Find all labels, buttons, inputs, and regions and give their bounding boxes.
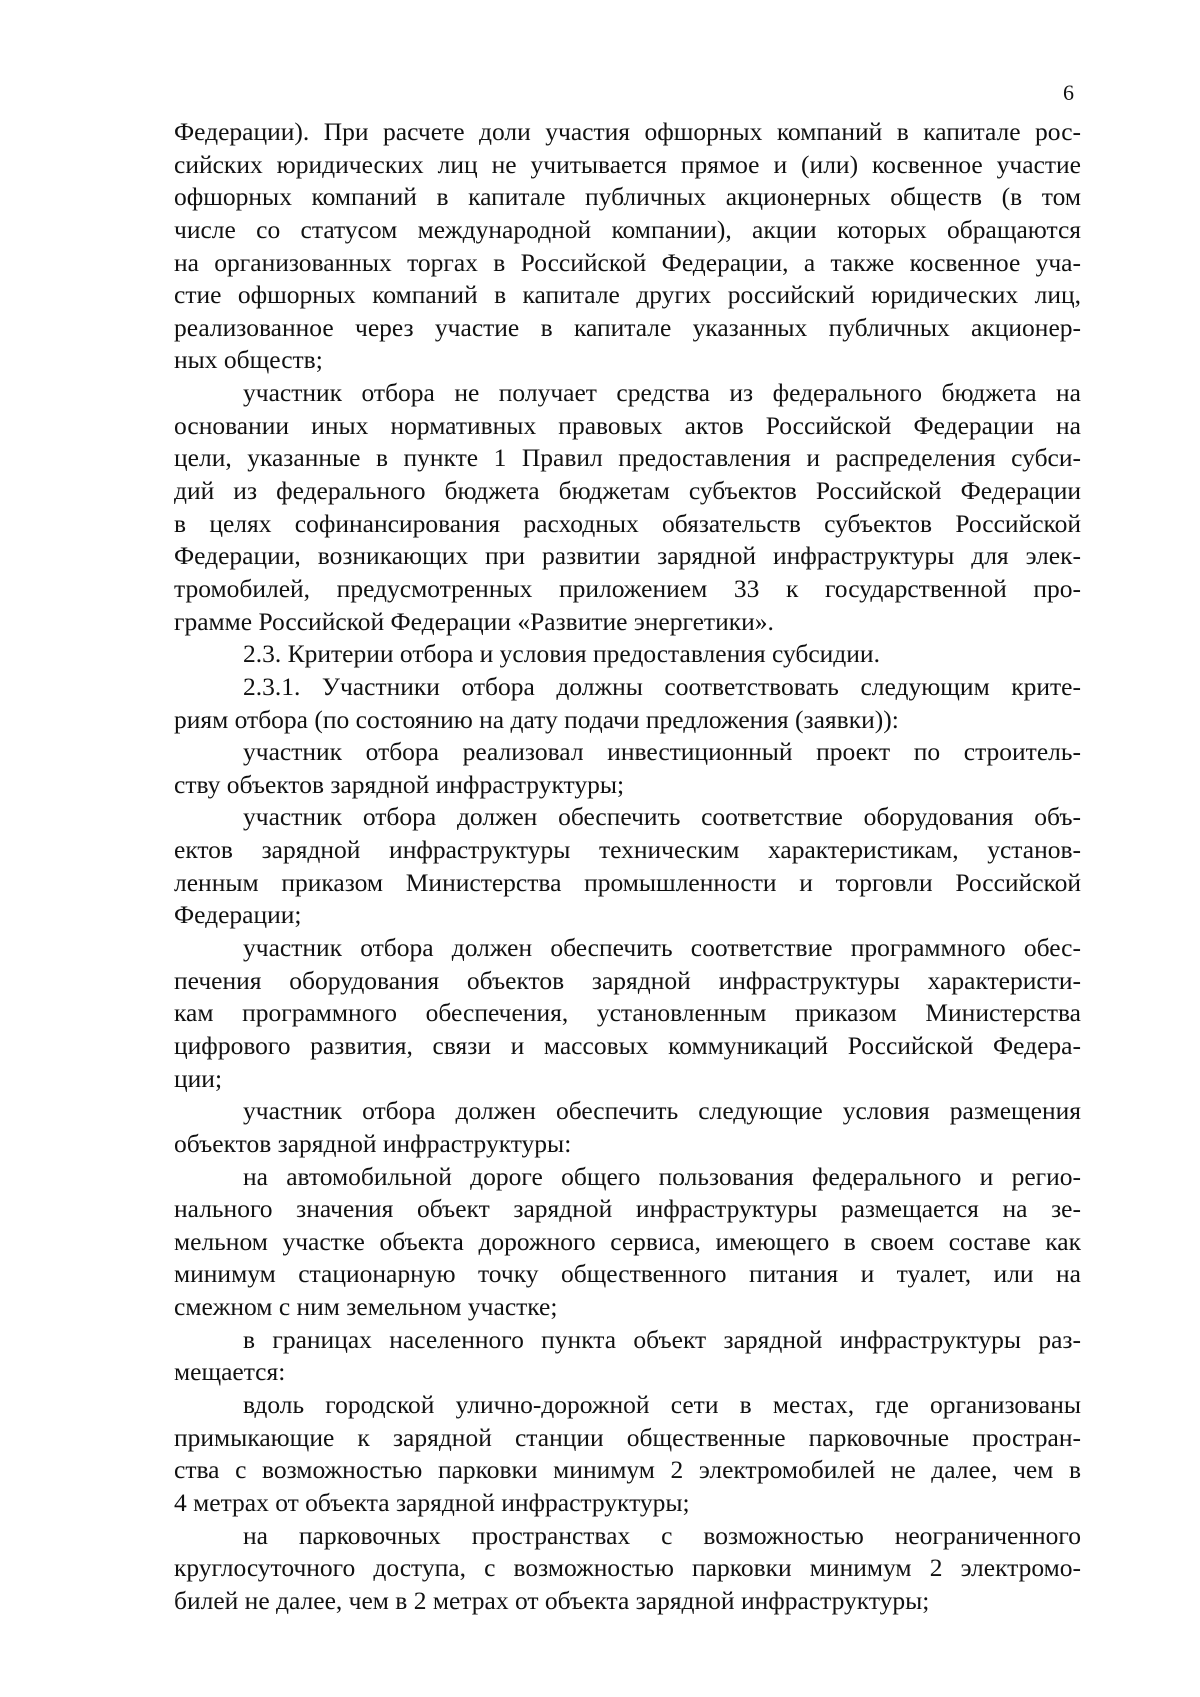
text-line: числе со статусом международной компании), акции которых обращаются: [174, 214, 1081, 244]
text-line: Федерации). При расчете доли участия офшорных компаний в капитале рос-: [174, 117, 1081, 146]
text-line: цели, указанные в пункте 1 Правил предоставления и распределения субси-: [174, 443, 1081, 473]
text-line: офшорных компаний в капитале публичных акционерных обществ (в том: [174, 182, 1081, 212]
text-line: билей не далее, чем в 2 метрах от объекта зарядной инфраструктуры;: [174, 1585, 930, 1615]
text-line: мельном участке объекта дорожного сервиса, имеющего в своем составе как: [174, 1226, 1081, 1256]
text-line: риям отбора (по состоянию на дату подачи предложения (заявки)):: [174, 704, 899, 734]
text-line: ленным приказом Министерства промышленности и торговли Российской: [174, 867, 1081, 897]
text-line: основании иных нормативных правовых актов Российской Федерации на: [174, 410, 1081, 440]
page-number: 6: [1063, 80, 1074, 105]
text-line: участник отбора должен обеспечить соответствие программного обес-: [243, 933, 1081, 963]
text-line: дий из федерального бюджета бюджетам субъектов Российской Федерации: [174, 476, 1081, 506]
text-line: участник отбора должен обеспечить следующие условия размещения: [243, 1096, 1081, 1126]
text-line: минимум стационарную точку общественного питания и туалет, или на: [174, 1259, 1081, 1289]
text-line: объектов зарядной инфраструктуры:: [174, 1128, 572, 1158]
text-line: участник отбора должен обеспечить соответствие оборудования объ-: [243, 802, 1081, 832]
text-line: ства с возможностью парковки минимум 2 электромобилей не далее, чем в: [174, 1455, 1081, 1485]
text-line: в границах населенного пункта объект зарядной инфраструктуры раз-: [243, 1324, 1081, 1354]
body-text: [174, 116, 1081, 1617]
text-line: в целях софинансирования расходных обязательств субъектов Российской: [174, 508, 1081, 538]
text-line: участник отбора не получает средства из федерального бюджета на: [243, 378, 1081, 408]
text-line: мещается:: [174, 1357, 286, 1387]
text-line: вдоль городской улично-дорожной сети в местах, где организованы: [243, 1389, 1081, 1419]
text-line: тромобилей, предусмотренных приложением 33 к государственной про-: [174, 573, 1081, 603]
text-line: 4 метрах от объекта зарядной инфраструктуры;: [174, 1487, 690, 1517]
text-line: 2.3. Критерии отбора и условия предоставления субсидии.: [243, 639, 880, 669]
text-line: цифрового развития, связи и массовых коммуникаций Российской Федера-: [174, 1030, 1081, 1060]
text-line: ции;: [174, 1063, 223, 1093]
text-line: на организованных торгах в Российской Федерации, а также косвенное уча-: [174, 247, 1081, 277]
text-line: сийских юридических лиц не учитывается прямое и (или) косвенное участие: [174, 149, 1081, 179]
text-line: на автомобильной дороге общего пользования федерального и регио-: [243, 1161, 1081, 1191]
text-line: ектов зарядной инфраструктуры техническим характеристикам, установ-: [174, 835, 1081, 865]
text-line: примыкающие к зарядной станции общественные парковочные простран-: [174, 1422, 1081, 1452]
text-line: 2.3.1. Участники отбора должны соответствовать следующим крите-: [243, 671, 1081, 701]
text-line: Федерации;: [174, 900, 302, 930]
text-line: круглосуточного доступа, с возможностью парковки минимум 2 электромо-: [174, 1553, 1081, 1583]
text-line: кам программного обеспечения, установленным приказом Министерства: [174, 998, 1081, 1028]
text-line: участник отбора реализовал инвестиционный проект по строитель-: [243, 737, 1081, 767]
text-line: грамме Российской Федерации «Развитие энергетики».: [174, 606, 774, 636]
text-line: ству объектов зарядной инфраструктуры;: [174, 769, 625, 799]
text-line: реализованное через участие в капитале указанных публичных акционер-: [174, 312, 1081, 342]
text-line: Федерации, возникающих при развитии зарядной инфраструктуры для элек-: [174, 541, 1081, 571]
text-line: на парковочных пространствах с возможностью неограниченного: [243, 1520, 1081, 1550]
text-line: печения оборудования объектов зарядной инфраструктуры характеристи-: [174, 965, 1081, 995]
text-line: стие офшорных компаний в капитале других российский юридических лиц,: [174, 280, 1081, 310]
text-line: нального значения объект зарядной инфраструктуры размещается на зе-: [174, 1194, 1081, 1224]
text-line: смежном с ним земельном участке;: [174, 1292, 558, 1322]
text-line: ных обществ;: [174, 345, 323, 375]
